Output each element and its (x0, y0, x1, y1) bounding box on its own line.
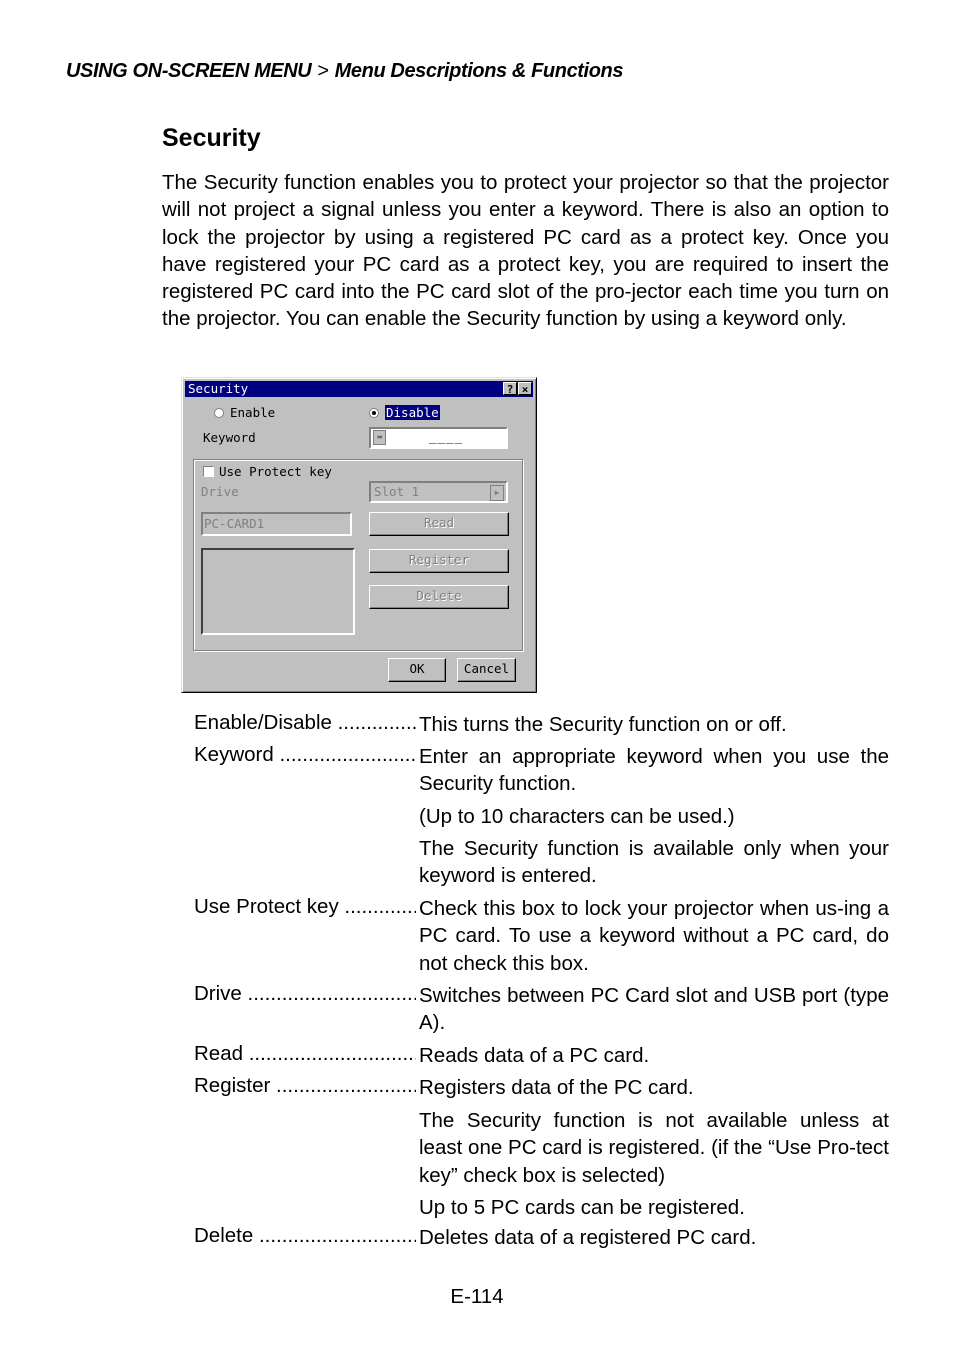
enable-radio[interactable] (214, 408, 224, 418)
term: Read ..... (194, 1042, 416, 1066)
use-protect-key-checkbox[interactable] (203, 466, 214, 477)
term: Drive ..... (194, 982, 416, 1006)
close-icon[interactable]: × (518, 382, 532, 395)
dialog-title: Security (188, 381, 249, 396)
desc: Up to 5 PC cards can be registered. (419, 1196, 745, 1219)
desc: The Security function is available only when your keyword is entered. (419, 837, 889, 888)
section-title: Security (162, 124, 261, 152)
desc: Switches between PC Card slot and USB port (type A). (419, 984, 889, 1035)
chevron-right-icon[interactable]: ▶ (490, 485, 504, 501)
desc: Reads data of a PC card. (419, 1044, 650, 1067)
desc: Deletes data of a registered PC card. (419, 1226, 757, 1249)
disable-label: Disable (386, 405, 439, 420)
enable-label: Enable (230, 405, 276, 420)
keyword-value: ____ (429, 429, 464, 444)
drive-label: Drive (201, 484, 239, 499)
dialog-titlebar (185, 381, 533, 397)
term: Enable/Disable ..... (194, 711, 416, 735)
security-dialog (181, 377, 537, 693)
desc: Enter an appropriate keyword when you use the Security function. (419, 745, 889, 796)
page-number: E-114 (450, 1285, 504, 1308)
register-button[interactable]: Register (369, 549, 509, 573)
keyword-input[interactable] (369, 427, 508, 449)
desc: Check this box to lock your projector when us-ing a PC card. To use a keyword without a PC card, do not check this box. (419, 897, 889, 975)
delete-button[interactable]: Delete (369, 585, 509, 609)
desc: (Up to 10 characters can be used.) (419, 805, 735, 828)
card-name-field (201, 512, 352, 536)
card-list[interactable] (201, 548, 355, 635)
intro-paragraph: The Security function enables you to protect your projector so that the projector will not project a signal unless you enter a keyword. There is also an option to lock the projector by using a registered PC card as a protect key. Once you have registered your PC card as a protect key, you are required to insert the registered PC card into the PC card slot of the pro-jector each time you turn on the projector. You can enable the Security function by using a keyword only. (162, 171, 889, 331)
read-button[interactable]: Read (369, 512, 509, 536)
ok-button[interactable]: OK (388, 658, 446, 682)
disable-radio[interactable] (369, 408, 379, 418)
term: Delete ..... (194, 1224, 416, 1248)
desc: Registers data of the PC card. (419, 1076, 694, 1099)
term: Use Protect key ..... (194, 895, 416, 919)
keyboard-icon[interactable]: ⌨ (373, 430, 386, 445)
drive-select[interactable] (369, 481, 508, 503)
header-subsection: Menu Descriptions & Functions (334, 60, 624, 82)
drive-value: Slot 1 (374, 484, 420, 499)
header-section: USING ON-SCREEN MENU (66, 60, 312, 82)
desc: This turns the Security function on or off. (419, 713, 787, 736)
card-name-value: PC-CARD1 (204, 516, 265, 531)
help-icon[interactable]: ? (503, 382, 517, 395)
running-header (66, 60, 623, 83)
keyword-label: Keyword (203, 430, 256, 445)
term: Register ..... (194, 1074, 416, 1098)
desc: The Security function is not available unless at least one PC card is registered. (if the “Use Pro-tect key” check box is selected) (419, 1109, 889, 1187)
use-protect-key-label: Use Protect key (219, 464, 332, 479)
cancel-button[interactable]: Cancel (457, 658, 516, 682)
term: Keyword ..... (194, 743, 416, 767)
header-separator: > (317, 60, 329, 82)
